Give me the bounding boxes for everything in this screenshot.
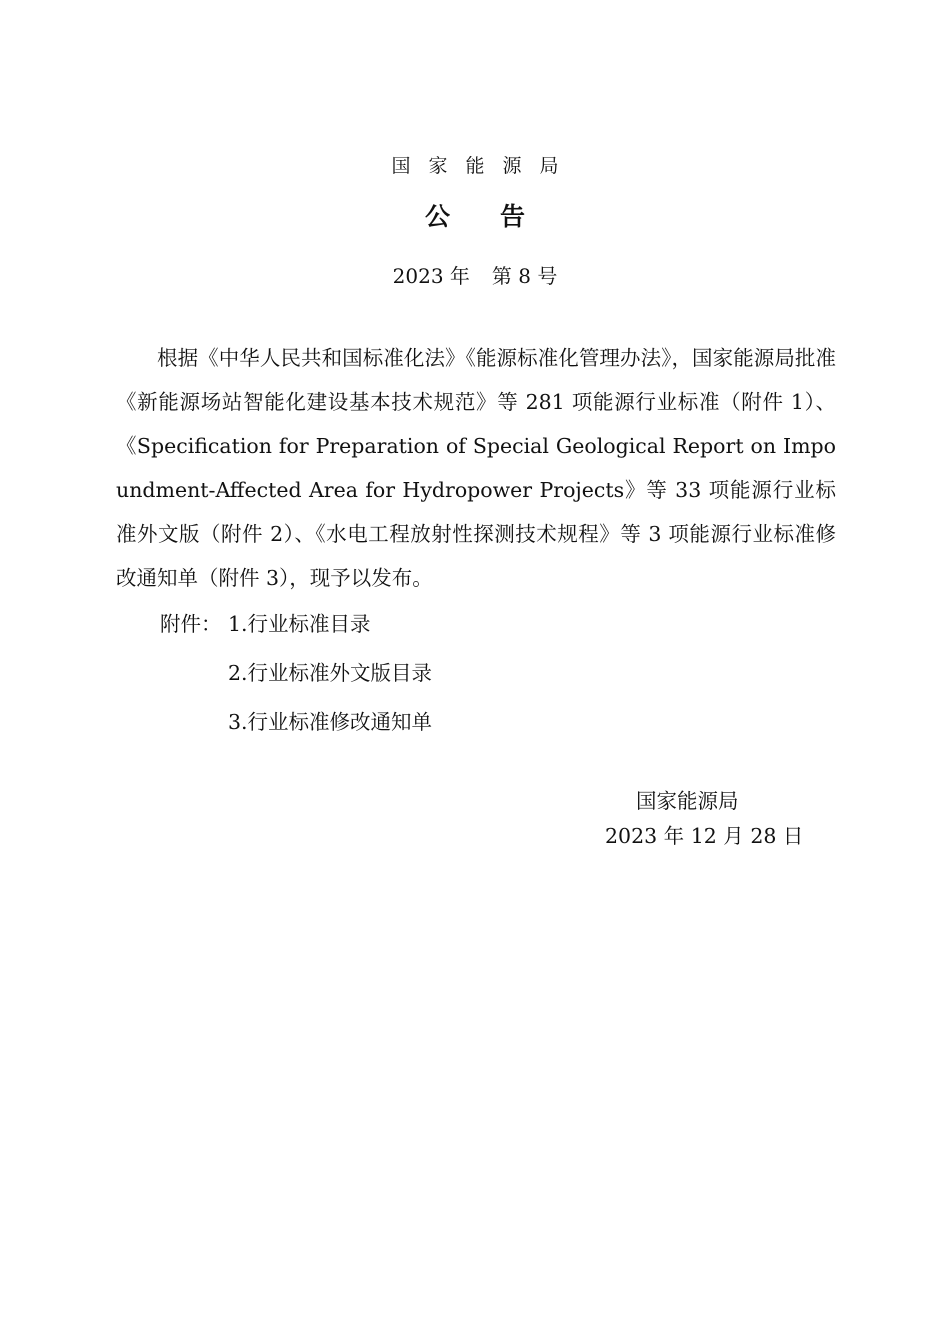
attachment-item: [160, 600, 760, 649]
attachment-item: [160, 698, 760, 747]
signature-date: 2023 年 12 月 28 日: [605, 824, 804, 848]
document-title: 公告: [424, 202, 575, 231]
attachment-item-label: 3.行业标准修改通知单: [228, 710, 433, 734]
attachment-item: [160, 649, 760, 698]
document-number: [0, 261, 950, 291]
document-number-seq: 第 8 号: [491, 264, 558, 288]
attachments-list: [160, 600, 760, 747]
attachments-label: 附件：: [160, 612, 222, 636]
issuer-heading: 国家能源局: [391, 155, 577, 177]
attachment-item-label: 1.行业标准目录: [228, 612, 371, 636]
announcement-body: 根据《中华人民共和国标准化法》《能源标准化管理办法》，国家能源局批准《新能源场站智能化建设基本技术规范》等 281 项能源行业标准（附件 1）、《Specification for Preparation of Special Geological Report on Impoundment-Affected Area for Hydropower Projects》等 33 项能源行业标准外文版（附件 2）、《水电工程放射性探测技术规程》等 3 项能源行业标准修改通知单（附件 3），现予以发布。: [116, 346, 836, 590]
document-number-year: 2023 年: [392, 264, 470, 288]
attachment-item-label: 2.行业标准外文版目录: [228, 661, 433, 685]
signature-org: 国家能源局: [636, 789, 739, 813]
